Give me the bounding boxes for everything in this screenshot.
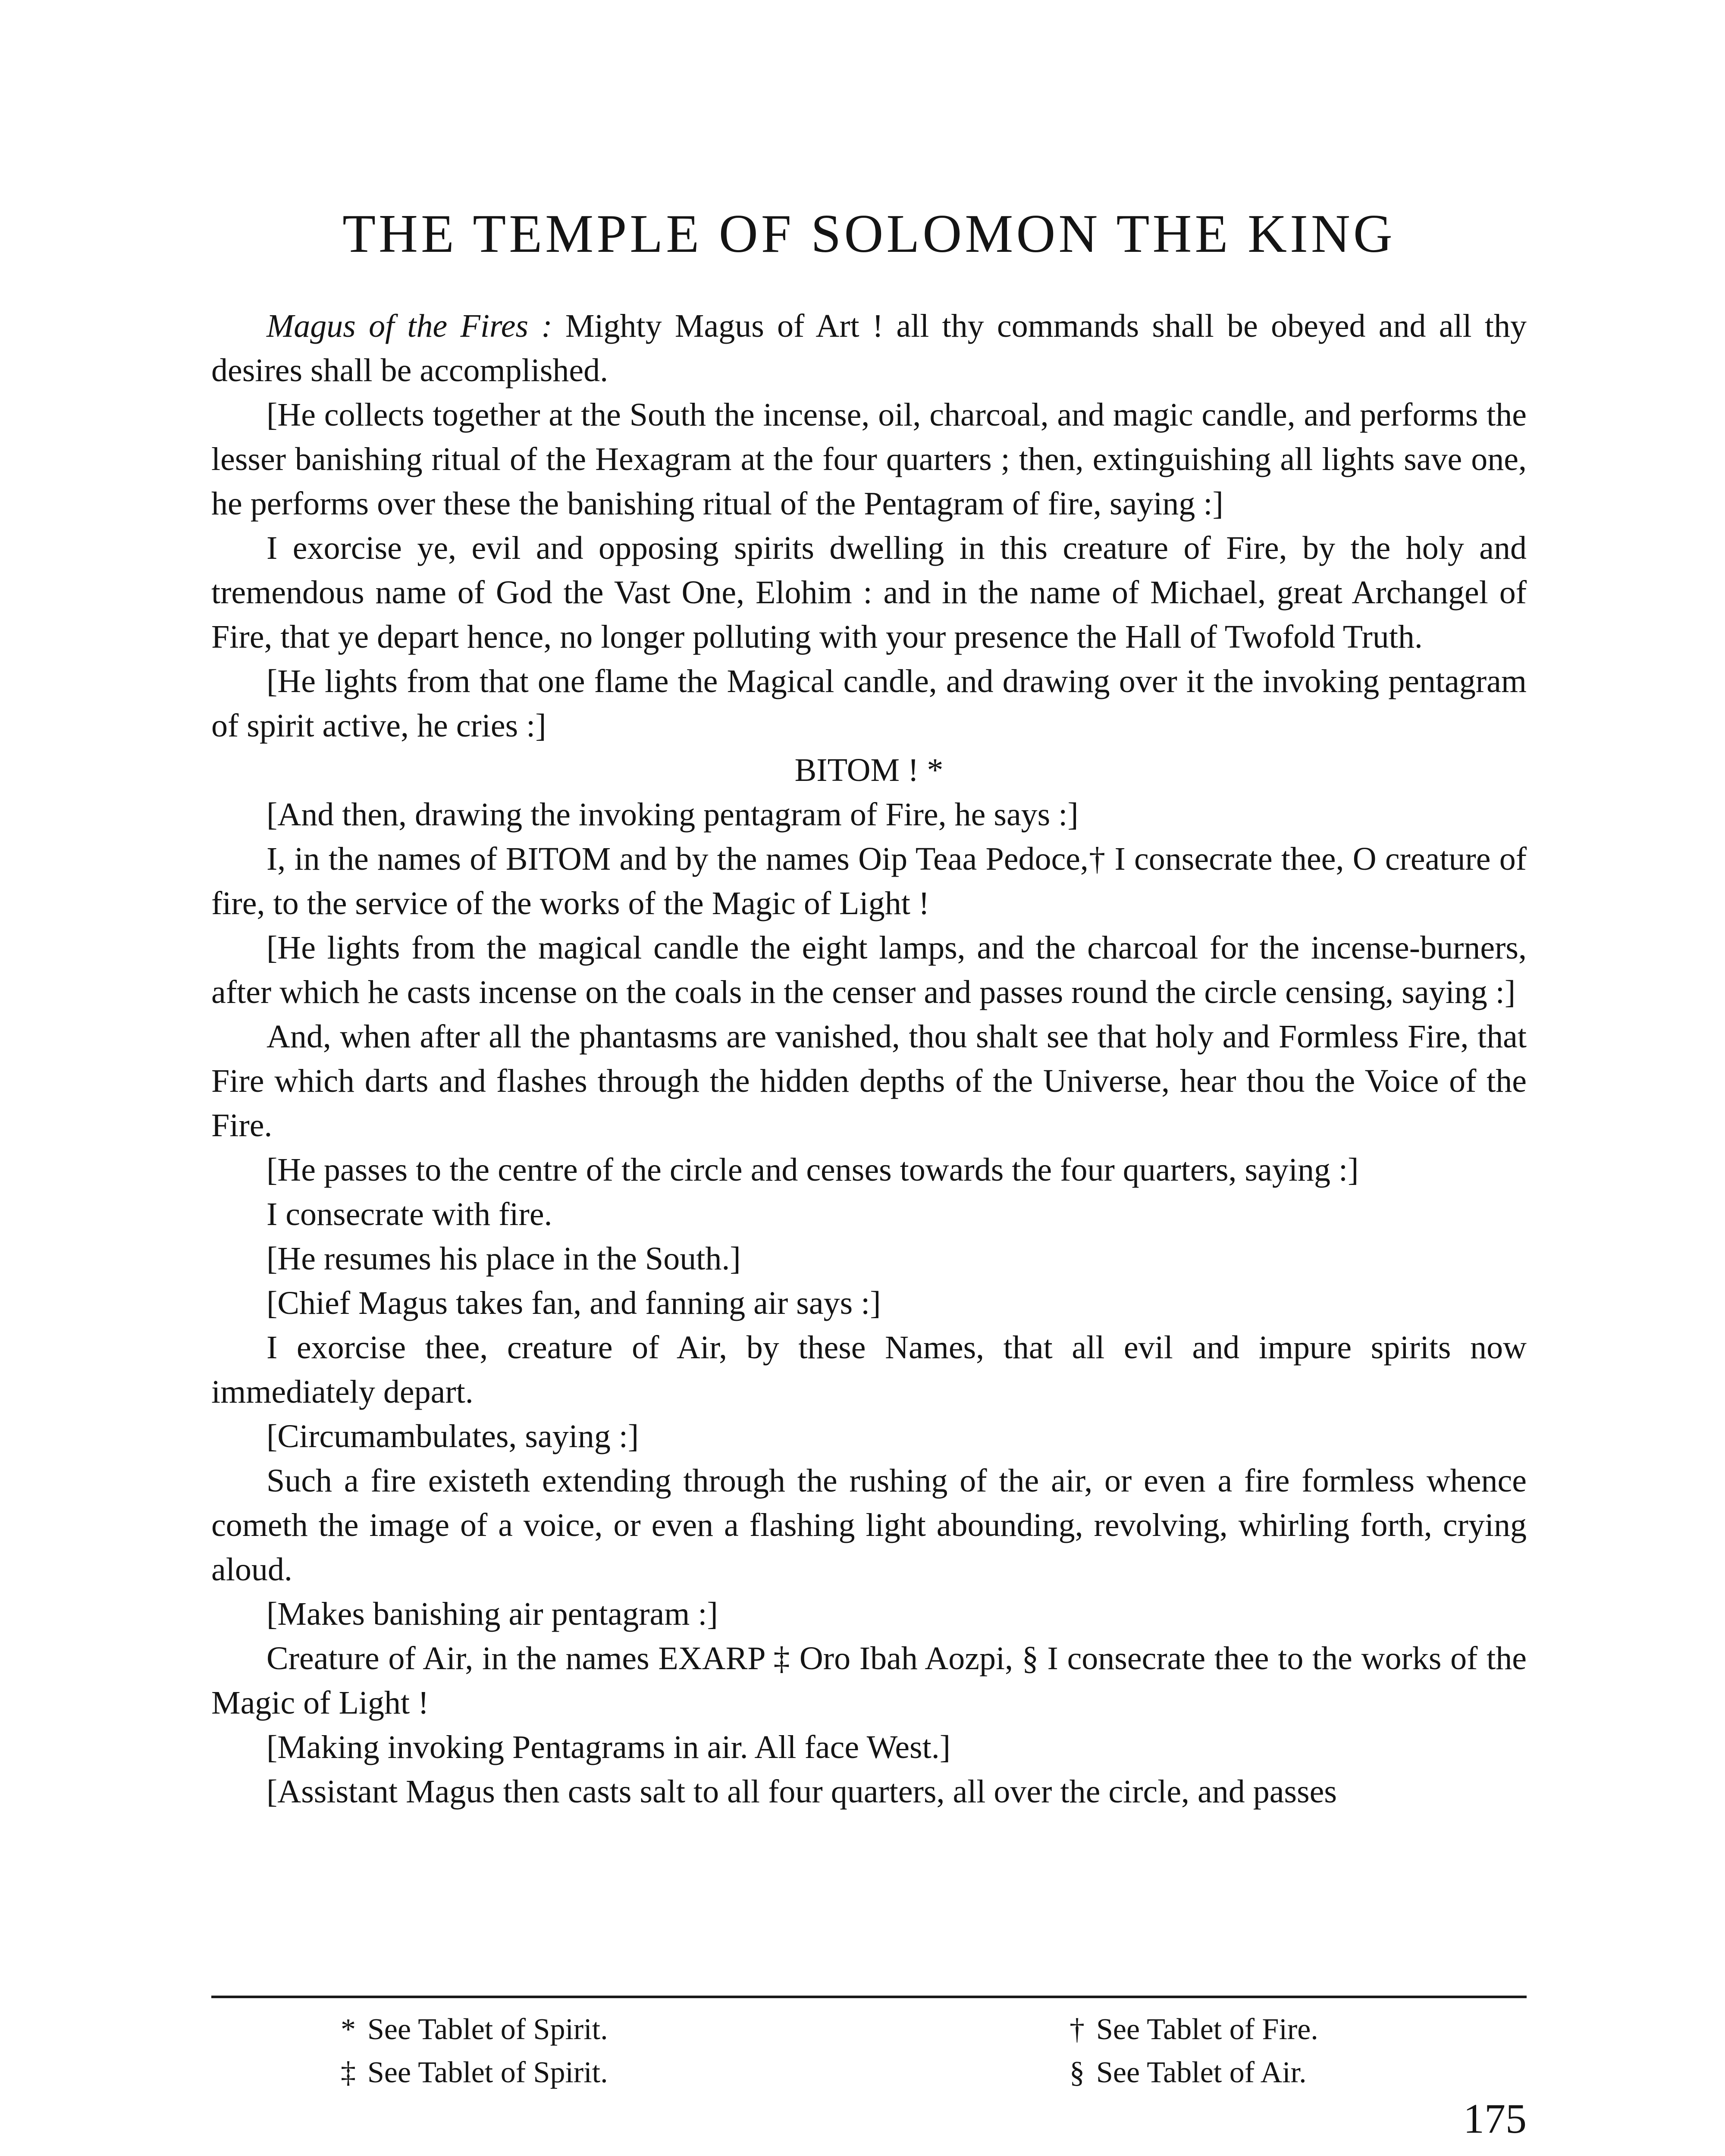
speaker-label: Magus of the Fires : bbox=[267, 308, 552, 344]
footnote-text: See Tablet of Spirit. bbox=[367, 2056, 608, 2089]
invocation-word: BITOM ! * bbox=[794, 752, 944, 788]
paragraph-text: Mighty Magus of Art ! all thy commands shall be obeyed and all thy desires shall be accomplished. bbox=[211, 308, 1527, 389]
paragraph: I exorcise thee, creature of Air, by these Names, that all evil and impure spirits now immediately depart. bbox=[211, 1329, 1527, 1410]
footnote bbox=[341, 2058, 608, 2088]
stage-direction: [He passes to the centre of the circle and censes towards the four quarters, saying :] bbox=[267, 1152, 1359, 1188]
footnote-mark: * bbox=[341, 2013, 356, 2046]
paragraph-magus-reply bbox=[211, 304, 1527, 393]
stage-direction: [Assistant Magus then casts salt to all four quarters, all over the circle, and passes bbox=[267, 1774, 1337, 1810]
footnote-rule bbox=[211, 1996, 1527, 1998]
paragraph: And, when after all the phantasms are vanished, thou shalt see that holy and Formless Fire, that Fire which darts and flashes through the hidden depths of the Universe, hear thou the Voice of the Fire. bbox=[211, 1018, 1527, 1144]
paragraph: Such a fire existeth extending through the rushing of the air, or even a fire formless whence cometh the image of a voice, or even a flashing light abounding, revolving, whirling forth, crying aloud. bbox=[211, 1463, 1527, 1588]
footnote-text: See Tablet of Spirit. bbox=[367, 2013, 608, 2046]
footnote-mark: ‡ bbox=[341, 2056, 356, 2089]
paragraph: Creature of Air, in the names EXARP ‡ Oro Ibah Aozpi, § I consecrate thee to the works of the Magic of Light ! bbox=[211, 1640, 1527, 1721]
body-text bbox=[211, 304, 1527, 1814]
footnote-mark: § bbox=[1070, 2056, 1085, 2089]
footnote-text: See Tablet of Fire. bbox=[1096, 2013, 1318, 2046]
paragraph: I, in the names of BITOM and by the names Oip Teaa Pedoce,† I consecrate thee, O creature of fire, to the service of the works of the Magic of Light ! bbox=[211, 841, 1527, 921]
stage-direction: [Chief Magus takes fan, and fanning air says :] bbox=[267, 1285, 881, 1321]
page-number: 175 bbox=[1463, 2096, 1527, 2142]
footnote-mark: † bbox=[1070, 2013, 1085, 2046]
stage-direction: [He collects together at the South the incense, oil, charcoal, and magic candle, and performs the lesser banishing ritual of the Hexagram at the four quarters ; then, extinguishing all lights save one, he performs over these the banishing ritual of the Pentagram of fire, saying :] bbox=[211, 397, 1527, 522]
stage-direction: [He lights from the magical candle the eight lamps, and the charcoal for the incense-burners, after which he casts incense on the coals in the censer and passes round the circle censing, saying :] bbox=[211, 930, 1527, 1010]
footnote bbox=[1070, 2058, 1307, 2088]
footnote bbox=[1070, 2015, 1318, 2045]
stage-direction: [Circumambulates, saying :] bbox=[267, 1418, 639, 1454]
stage-direction: [And then, drawing the invoking pentagram of Fire, he says :] bbox=[267, 796, 1079, 833]
footnote bbox=[341, 2015, 608, 2045]
paragraph: I exorcise ye, evil and opposing spirits dwelling in this creature of Fire, by the holy and tremendous name of God the Vast One, Elohim : and in the name of Michael, great Archangel of Fire, that ye depart hence, no longer polluting with your presence the Hall of Twofold Truth. bbox=[211, 530, 1527, 655]
stage-direction: [Making invoking Pentagrams in air. All face West.] bbox=[267, 1729, 951, 1765]
paragraph: I consecrate with fire. bbox=[267, 1196, 552, 1232]
stage-direction: [Makes banishing air pentagram :] bbox=[267, 1596, 718, 1632]
running-head: THE TEMPLE OF SOLOMON THE KING bbox=[342, 204, 1396, 264]
stage-direction: [He lights from that one flame the Magical candle, and drawing over it the invoking pentagram of spirit active, he cries :] bbox=[211, 663, 1527, 744]
stage-direction: [He resumes his place in the South.] bbox=[267, 1241, 741, 1277]
footnote-text: See Tablet of Air. bbox=[1096, 2056, 1307, 2089]
